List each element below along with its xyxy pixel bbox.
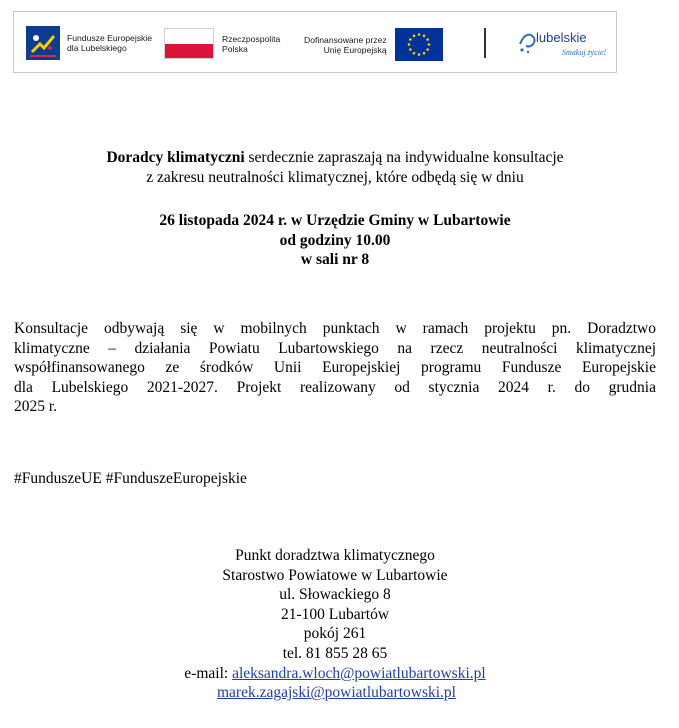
eu-star bbox=[422, 35, 425, 38]
email-link-zagajski[interactable]: marek.zagajski@powiatlubartowski.pl bbox=[217, 684, 456, 702]
eu-funding-logo bbox=[304, 28, 443, 61]
event-date-place: 26 listopada 2024 r. w Urzędzie Gminy w Lubartowie bbox=[159, 212, 511, 229]
lubelskie-wordmark: lubelskie bbox=[536, 30, 587, 45]
contact-street: ul. Słowackiego 8 bbox=[279, 586, 391, 604]
contact-phone: tel. 81 855 28 65 bbox=[282, 644, 388, 662]
description-line: dla Lubelskiego 2021-2027. Projekt realizowany od stycznia 2024 r. do grudnia bbox=[14, 378, 656, 396]
eu-star bbox=[409, 48, 412, 51]
event-time: od godziny 10.00 bbox=[279, 231, 391, 249]
description-last-line: 2025 r. bbox=[14, 398, 58, 415]
fundusze-europejskie-icon bbox=[26, 26, 60, 60]
eu-logo-text: Dofinansowane przez Unię Europejską bbox=[304, 34, 387, 55]
rzeczpospolita-logo bbox=[164, 28, 280, 59]
hashtags: #FunduszeUE #FunduszeEuropejskie bbox=[14, 470, 247, 487]
eu-star bbox=[409, 38, 412, 41]
intro-paragraph bbox=[14, 148, 656, 187]
logo-bar bbox=[13, 11, 617, 73]
lubelskie-slogan: Smakuj życie! bbox=[562, 48, 607, 57]
description-line: klimatyczne – działania Powiatu Lubartowskiego na rzecz neutralności klimatycznej bbox=[14, 339, 656, 357]
eu-flag-icon bbox=[395, 28, 443, 61]
project-description bbox=[14, 319, 656, 417]
eu-star bbox=[427, 43, 430, 46]
lubelskie-logo bbox=[516, 24, 614, 60]
event-room: w sali nr 8 bbox=[300, 251, 370, 268]
contact-name: Punkt doradztwa klimatycznego bbox=[235, 547, 435, 564]
description-line: współfinansowanego ze środków Unii Europejskiej programu Fundusze Europejskie bbox=[14, 359, 656, 376]
lubelskie-icon bbox=[516, 24, 614, 60]
eu-star bbox=[422, 52, 425, 55]
contact-block bbox=[14, 546, 656, 703]
eu-star bbox=[412, 52, 415, 55]
eu-star bbox=[417, 53, 420, 56]
event-details bbox=[14, 211, 656, 270]
intro-line1: serdecznie zapraszają na indywidualne konsultacje bbox=[244, 149, 564, 166]
email-label: e-mail: bbox=[184, 664, 233, 682]
logo-divider bbox=[484, 28, 486, 58]
eu-star bbox=[426, 48, 429, 51]
contact-org: Starostwo Powiatowe w Lubartowie bbox=[222, 566, 448, 584]
fundusze-europejskie-logo bbox=[26, 26, 152, 60]
description-line: Konsultacje odbywają się w mobilnych punktach w ramach projektu pn. Doradztwo bbox=[14, 320, 656, 337]
eu-star bbox=[407, 43, 410, 46]
contact-room: pokój 261 bbox=[303, 625, 367, 643]
eu-star bbox=[412, 35, 415, 38]
rp-logo-text: Rzeczpospolita Polska bbox=[222, 33, 281, 54]
intro-bold-lead: Doradcy klimatyczni bbox=[106, 149, 245, 166]
fe-logo-text: Fundusze Europejskie dla Lubelskiego bbox=[67, 33, 153, 53]
email-link-wloch[interactable]: aleksandra.wloch@powiatlubartowski.pl bbox=[232, 664, 486, 682]
eu-star bbox=[417, 33, 420, 36]
polish-flag-icon bbox=[164, 28, 214, 59]
intro-line2: z zakresu neutralności klimatycznej, które odbędą się w dniu bbox=[146, 168, 524, 186]
contact-city: 21-100 Lubartów bbox=[280, 605, 390, 623]
eu-star bbox=[426, 38, 429, 41]
